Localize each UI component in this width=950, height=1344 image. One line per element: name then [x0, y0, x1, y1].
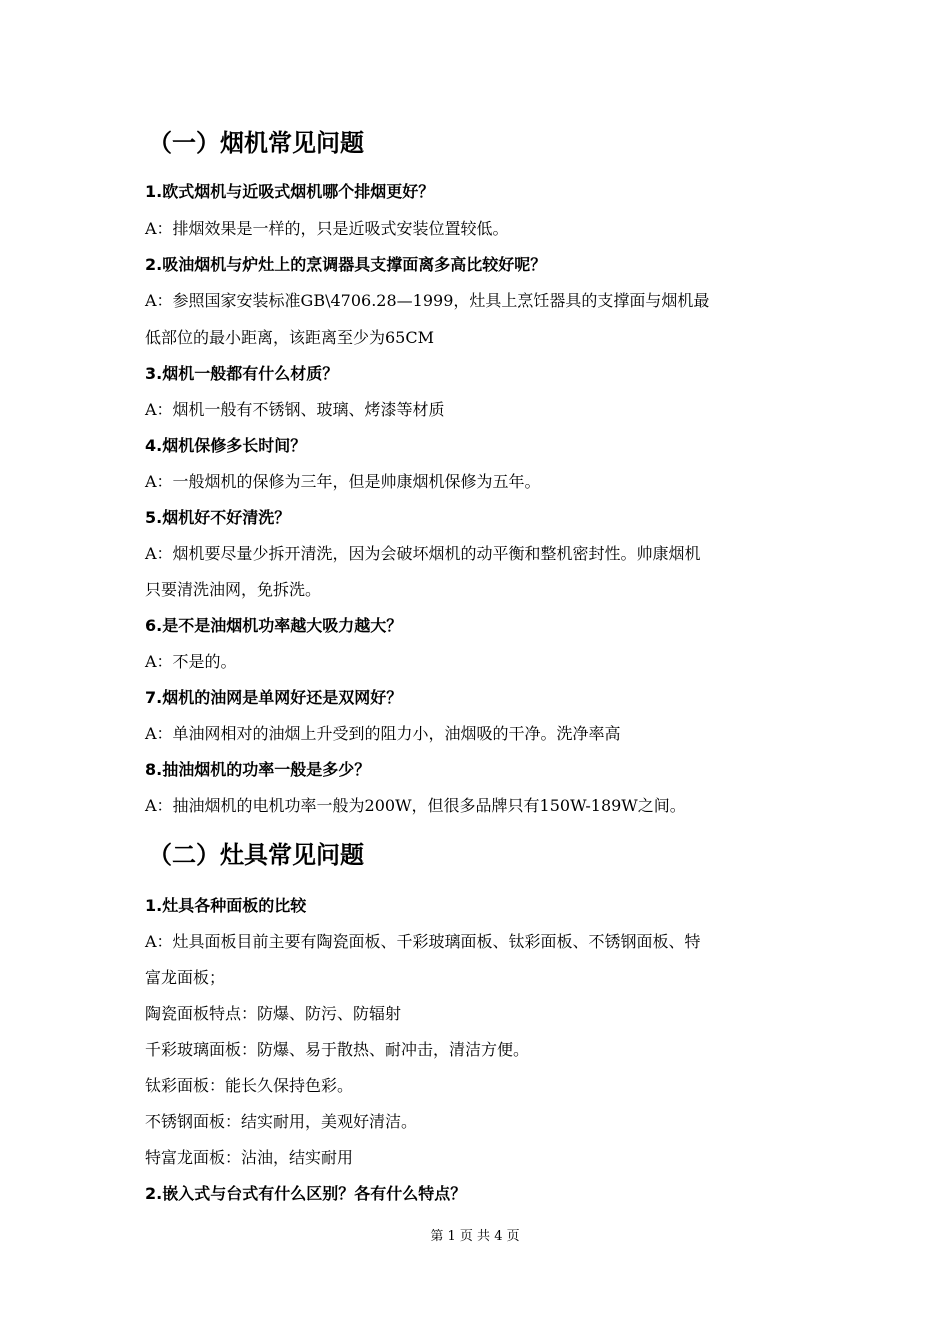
section-title: （二）灶具常见问题: [148, 841, 364, 869]
answer-line: A：烟机要尽量少拆开清洗，因为会破坏烟机的动平衡和整机密封性。帅康烟机: [145, 544, 701, 563]
question: 3.烟机一般都有什么材质？: [145, 364, 339, 383]
answer-line: A：参照国家安装标准GB\4706.28—1999，灶具上烹饪器具的支撑面与烟机最: [145, 291, 710, 310]
question: 7.烟机的油网是单网好还是双网好？: [145, 688, 403, 707]
answer-line: A：烟机一般有不锈钢、玻璃、烤漆等材质: [145, 400, 445, 419]
answer-line: 特富龙面板：沾油，结实耐用: [145, 1148, 354, 1167]
answer-line: 千彩玻璃面板：防爆、易于散热、耐冲击，清洁方便。: [145, 1040, 530, 1059]
question: 1.灶具各种面板的比较: [145, 896, 307, 915]
answer-line: A：不是的。: [145, 652, 237, 671]
answer-line: A：抽油烟机的电机功率一般为200W，但很多品牌只有150W-189W之间。: [145, 796, 686, 815]
question: 5.烟机好不好清洗？: [145, 508, 291, 527]
answer-line: 钛彩面板：能长久保持色彩。: [145, 1076, 354, 1095]
page-footer: 第 1 页 共 4 页: [430, 1229, 520, 1244]
answer-line: A：灶具面板目前主要有陶瓷面板、千彩玻璃面板、钛彩面板、不锈钢面板、特: [145, 932, 701, 951]
answer-line: 陶瓷面板特点：防爆、防污、防辐射: [145, 1004, 402, 1023]
answer-line: 不锈钢面板：结实耐用，美观好清洁。: [145, 1112, 418, 1131]
section-title: （一）烟机常见问题: [148, 129, 364, 157]
answer-line: 只要清洗油网，免拆洗。: [145, 580, 322, 599]
answer-line: A：一般烟机的保修为三年，但是帅康烟机保修为五年。: [145, 472, 541, 491]
answer-line: 低部位的最小距离，该距离至少为65CM: [145, 328, 434, 347]
question: 2.嵌入式与台式有什么区别？各有什么特点？: [145, 1184, 467, 1203]
answer-line: A：排烟效果是一样的，只是近吸式安装位置较低。: [145, 219, 509, 238]
answer-line: 富龙面板；: [145, 968, 226, 987]
question: 1.欧式烟机与近吸式烟机哪个排烟更好？: [145, 182, 435, 201]
question: 2.吸油烟机与炉灶上的烹调器具支撑面离多高比较好呢？: [145, 255, 547, 274]
question: 6.是不是油烟机功率越大吸力越大？: [145, 616, 403, 635]
answer-line: A：单油网相对的油烟上升受到的阻力小，油烟吸的干净。洗净率高: [145, 724, 621, 743]
question: 8.抽油烟机的功率一般是多少？: [145, 760, 371, 779]
question: 4.烟机保修多长时间？: [145, 436, 307, 455]
